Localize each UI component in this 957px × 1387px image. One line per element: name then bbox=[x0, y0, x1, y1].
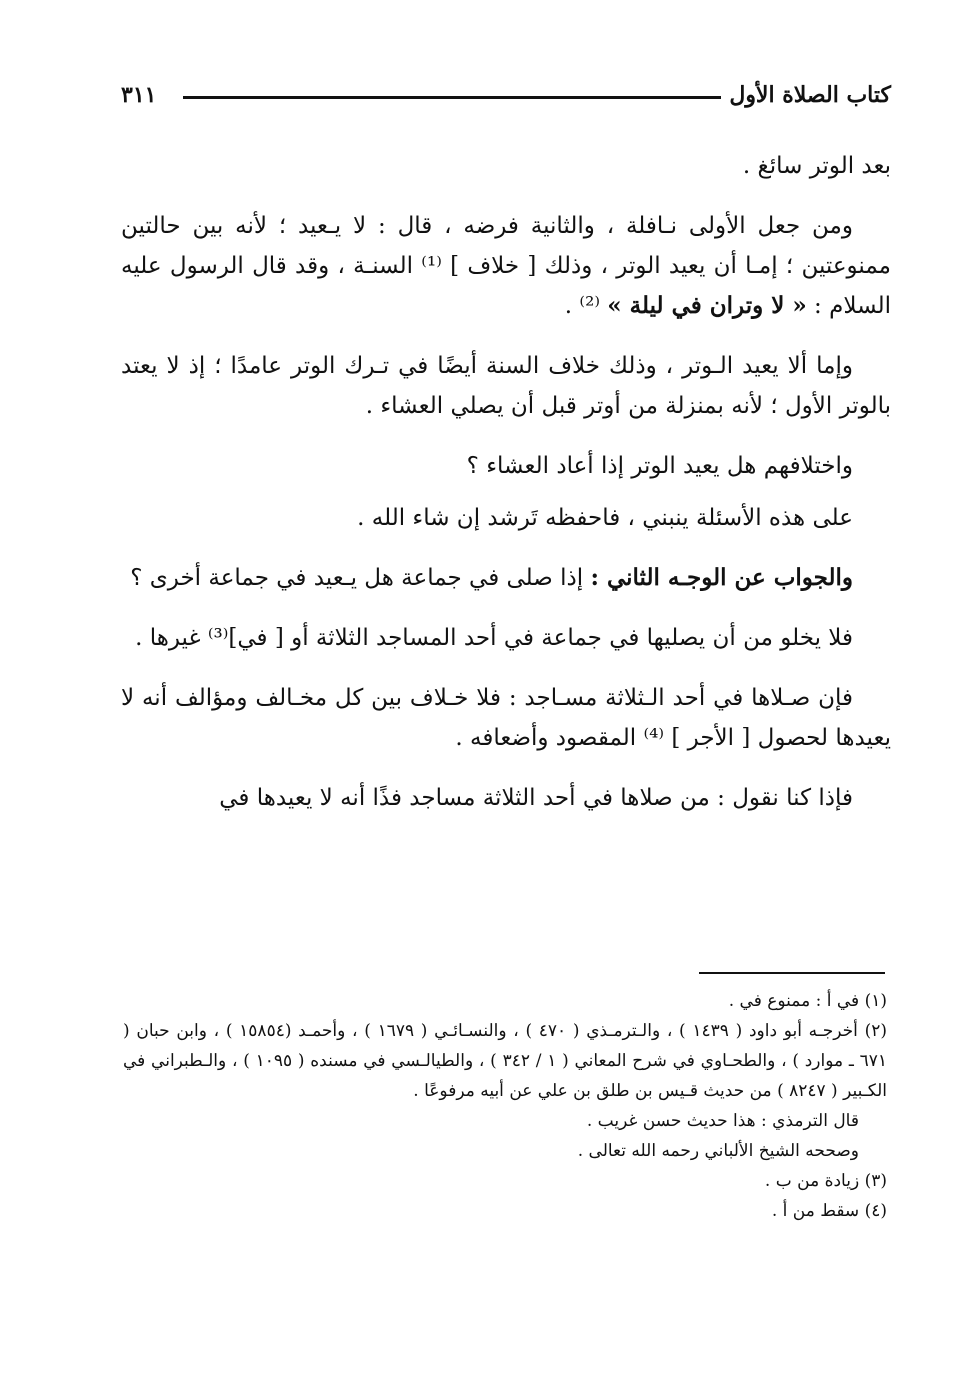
paragraph bbox=[121, 678, 891, 758]
paragraph-text: على هذه الأسئلة ينبني ، فاحفظه تَرشد إن شاء الله . bbox=[357, 505, 853, 531]
header-rule bbox=[183, 96, 721, 99]
running-title: كتاب الصلاة الأول bbox=[729, 82, 891, 108]
footnote-text: (٣) زيادة من ب . bbox=[764, 1171, 887, 1191]
paragraph bbox=[121, 446, 891, 486]
paragraph-text: فإن صـلاها في أحد الـثلاثة مسـاجد : فلا خـلاف بين كل مخـالف ومؤالف أنه لا يعيدها لحصول [ الأجر ] ⁽⁴⁾ المقصود وأضعافه . bbox=[121, 685, 891, 751]
footnote-text: قال الترمذي : هذا حديث حسن غريب . bbox=[586, 1111, 859, 1131]
hadith-quote: « لا وتران في ليلة » bbox=[607, 292, 807, 319]
footnote bbox=[123, 1196, 887, 1226]
footnote-separator bbox=[699, 972, 885, 974]
page-header bbox=[121, 82, 891, 112]
paragraph bbox=[121, 346, 891, 426]
footnote-text: (٤) سقط من أ . bbox=[771, 1201, 887, 1221]
footnote-note bbox=[123, 1136, 887, 1166]
footnote-note bbox=[123, 1106, 887, 1136]
paragraph bbox=[121, 778, 891, 818]
paragraph bbox=[121, 618, 891, 658]
paragraph-text: ومن جعل الأولى نـافلة ، والثانية فرضه ، قال : لا يـعيد ؛ لأنه بين حالتين ممنوعتين ؛ إمـا أن يعيد الوتر ، وذلك [ خلاف ] ⁽¹⁾ السنـة ، وقد قال الرسول عليه السلام : bbox=[121, 213, 891, 319]
paragraph-text: بعد الوتر سائغ . bbox=[742, 153, 891, 179]
paragraph-text: فلا يخلو من أن يصليها في جماعة في أحد المساجد الثلاثة أو [ في]⁽³⁾ غيرها . bbox=[135, 625, 853, 651]
paragraph-text: وإما ألا يعيد الـوتر ، وذلك خلاف السنة أيضًا في تـرك الوتر عامدًا ؛ إذ لا يعتد بالوتر الأول ؛ لأنه بمنزلة من أوتر قبل أن يصلي العشاء . bbox=[121, 353, 891, 419]
footnotes bbox=[123, 986, 887, 1226]
paragraph bbox=[121, 558, 891, 598]
footnote bbox=[123, 986, 887, 1016]
section-lead: والجواب عن الوجـه الثاني : bbox=[590, 564, 853, 591]
paragraph-text: واختلافهم هل يعيد الوتر إذا أعاد العشاء ؟ bbox=[466, 453, 853, 479]
footnote-text: وصححه الشيخ الألباني رحمه الله تعالى . bbox=[577, 1141, 859, 1161]
footnote bbox=[123, 1016, 887, 1106]
paragraph-text: فإذا كنا نقول : من صلاها في أحد الثلاثة مساجد فذًا أنه لا يعيدها في bbox=[219, 785, 853, 811]
paragraph bbox=[121, 146, 891, 186]
footnote-ref: ⁽²⁾ . bbox=[564, 293, 600, 319]
paragraph-text: إذا صلى في جماعة هل يـعيد في جماعة أخرى ؟ bbox=[130, 565, 584, 591]
page-number: ٣١١ bbox=[121, 82, 157, 108]
main-text bbox=[121, 146, 891, 838]
paragraph bbox=[121, 206, 891, 326]
footnote-text: (١) في أ : ممنوع في . bbox=[728, 991, 887, 1011]
footnote bbox=[123, 1166, 887, 1196]
footnote-text: (٢) أخرجـه أبو داود ( ١٤٣٩ ) ، والـترمـذي ( ٤٧٠ ) ، والنسـائـي ( ١٦٧٩ ) ، وأحمـد (١٥٨٥٤ ) ، وابن حبان ( ٦٧١ ـ موارد ) ، والطحـاوي في شرح المعاني ( ١ / ٣٤٢ ) ، والطيالـسي في مسنده ( ١٠٩٥ ) ، والـطبراني في الكـبير ( ٨٢٤٧ ) من حديث قـيس بن طلق بن علي عن أبيه مرفوعًا . bbox=[123, 1021, 888, 1101]
paragraph bbox=[121, 498, 891, 538]
